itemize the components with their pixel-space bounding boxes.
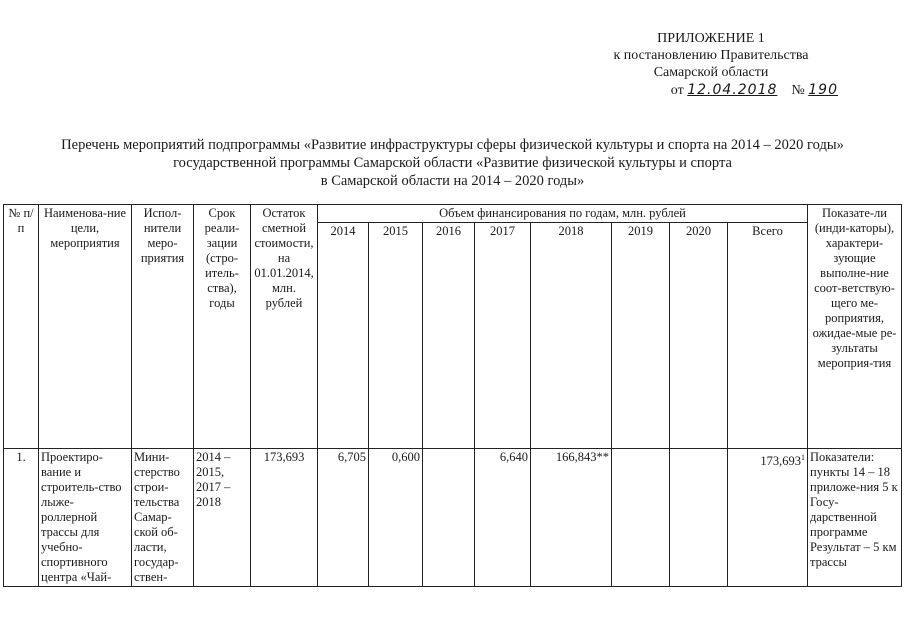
cell-indicators: Показатели: пункты 14 – 18 приложе-ния 5 к Госу-дарственной программе Результат – 5 км трассы <box>808 449 902 587</box>
number-prefix: № <box>791 83 805 98</box>
cell-2015: 0,600 <box>369 449 423 587</box>
header-total: Всего <box>728 223 808 449</box>
title-line-3: в Самарской области на 2014 – 2020 годы» <box>320 173 585 189</box>
header-name: Наименова-ние цели, мероприятия <box>39 205 132 449</box>
total-value: 173,693 <box>760 454 801 469</box>
title-line-2: государственной программы Самарской области «Развитие физической культуры и спорта <box>173 155 732 171</box>
header-remainder: Остаток сметной стоимости, на 01.01.2014, млн. рублей <box>251 205 318 449</box>
header-year-2019: 2019 <box>612 223 670 449</box>
header-executors: Испол-нители меро-приятия <box>132 205 194 449</box>
header-year-2017: 2017 <box>475 223 531 449</box>
header-indicators: Показате-ли (инди-каторы), характери-зующие выполне-ние соот-ветствую-щего ме-роприятия, ожидае-мые ре-зультаты мероприя-тия <box>808 205 902 449</box>
cell-term: 2014 – 2015, 2017 – 2018 <box>194 449 251 587</box>
header-year-2020: 2020 <box>670 223 728 449</box>
date-prefix: от <box>670 83 684 98</box>
header-year-2015: 2015 <box>369 223 423 449</box>
header-term: Срок реали-зации (стро-итель-ства), годы <box>194 205 251 449</box>
header-year-2018: 2018 <box>531 223 612 449</box>
handwritten-date: 12.04.2018 <box>687 82 778 98</box>
header-financing: Объем финансирования по годам, млн. рублей <box>318 205 808 223</box>
document-title <box>0 136 905 190</box>
total-footnote: 1 <box>801 453 805 462</box>
cell-2014: 6,705 <box>318 449 369 587</box>
cell-name: Проектиро-вание и строитель-ство лыже-роллерной трассы для учебно-спортивного центра «Чай- <box>39 449 132 587</box>
cell-remainder: 173,693 <box>251 449 318 587</box>
cell-2018: 166,843** <box>531 449 612 587</box>
appendix-subtitle: к постановлению Правительства <box>613 48 809 63</box>
cell-2019 <box>612 449 670 587</box>
cell-2016 <box>423 449 475 587</box>
cell-executors: Мини-стерство строи-тельства Самар-ской об-ласти, государ-ствен- <box>132 449 194 587</box>
table-row <box>4 449 902 587</box>
cell-2017: 6,640 <box>475 449 531 587</box>
header-year-2014: 2014 <box>318 223 369 449</box>
cell-num: 1. <box>4 449 39 587</box>
header-row-1 <box>4 205 902 223</box>
header-num: № п/п <box>4 205 39 449</box>
handwritten-number: 190 <box>808 82 838 98</box>
header-year-2016: 2016 <box>423 223 475 449</box>
cell-2020 <box>670 449 728 587</box>
appendix-block <box>581 30 841 99</box>
cell-total <box>728 449 808 587</box>
activities-table <box>3 204 902 587</box>
appendix-title: ПРИЛОЖЕНИЕ 1 <box>657 31 765 46</box>
title-line-1: Перечень мероприятий подпрограммы «Развитие инфраструктуры сферы физической культуры и спорта на 2014 – 2020 годы» <box>61 137 844 153</box>
appendix-region: Самарской области <box>653 65 769 80</box>
appendix-date-line <box>581 82 841 99</box>
